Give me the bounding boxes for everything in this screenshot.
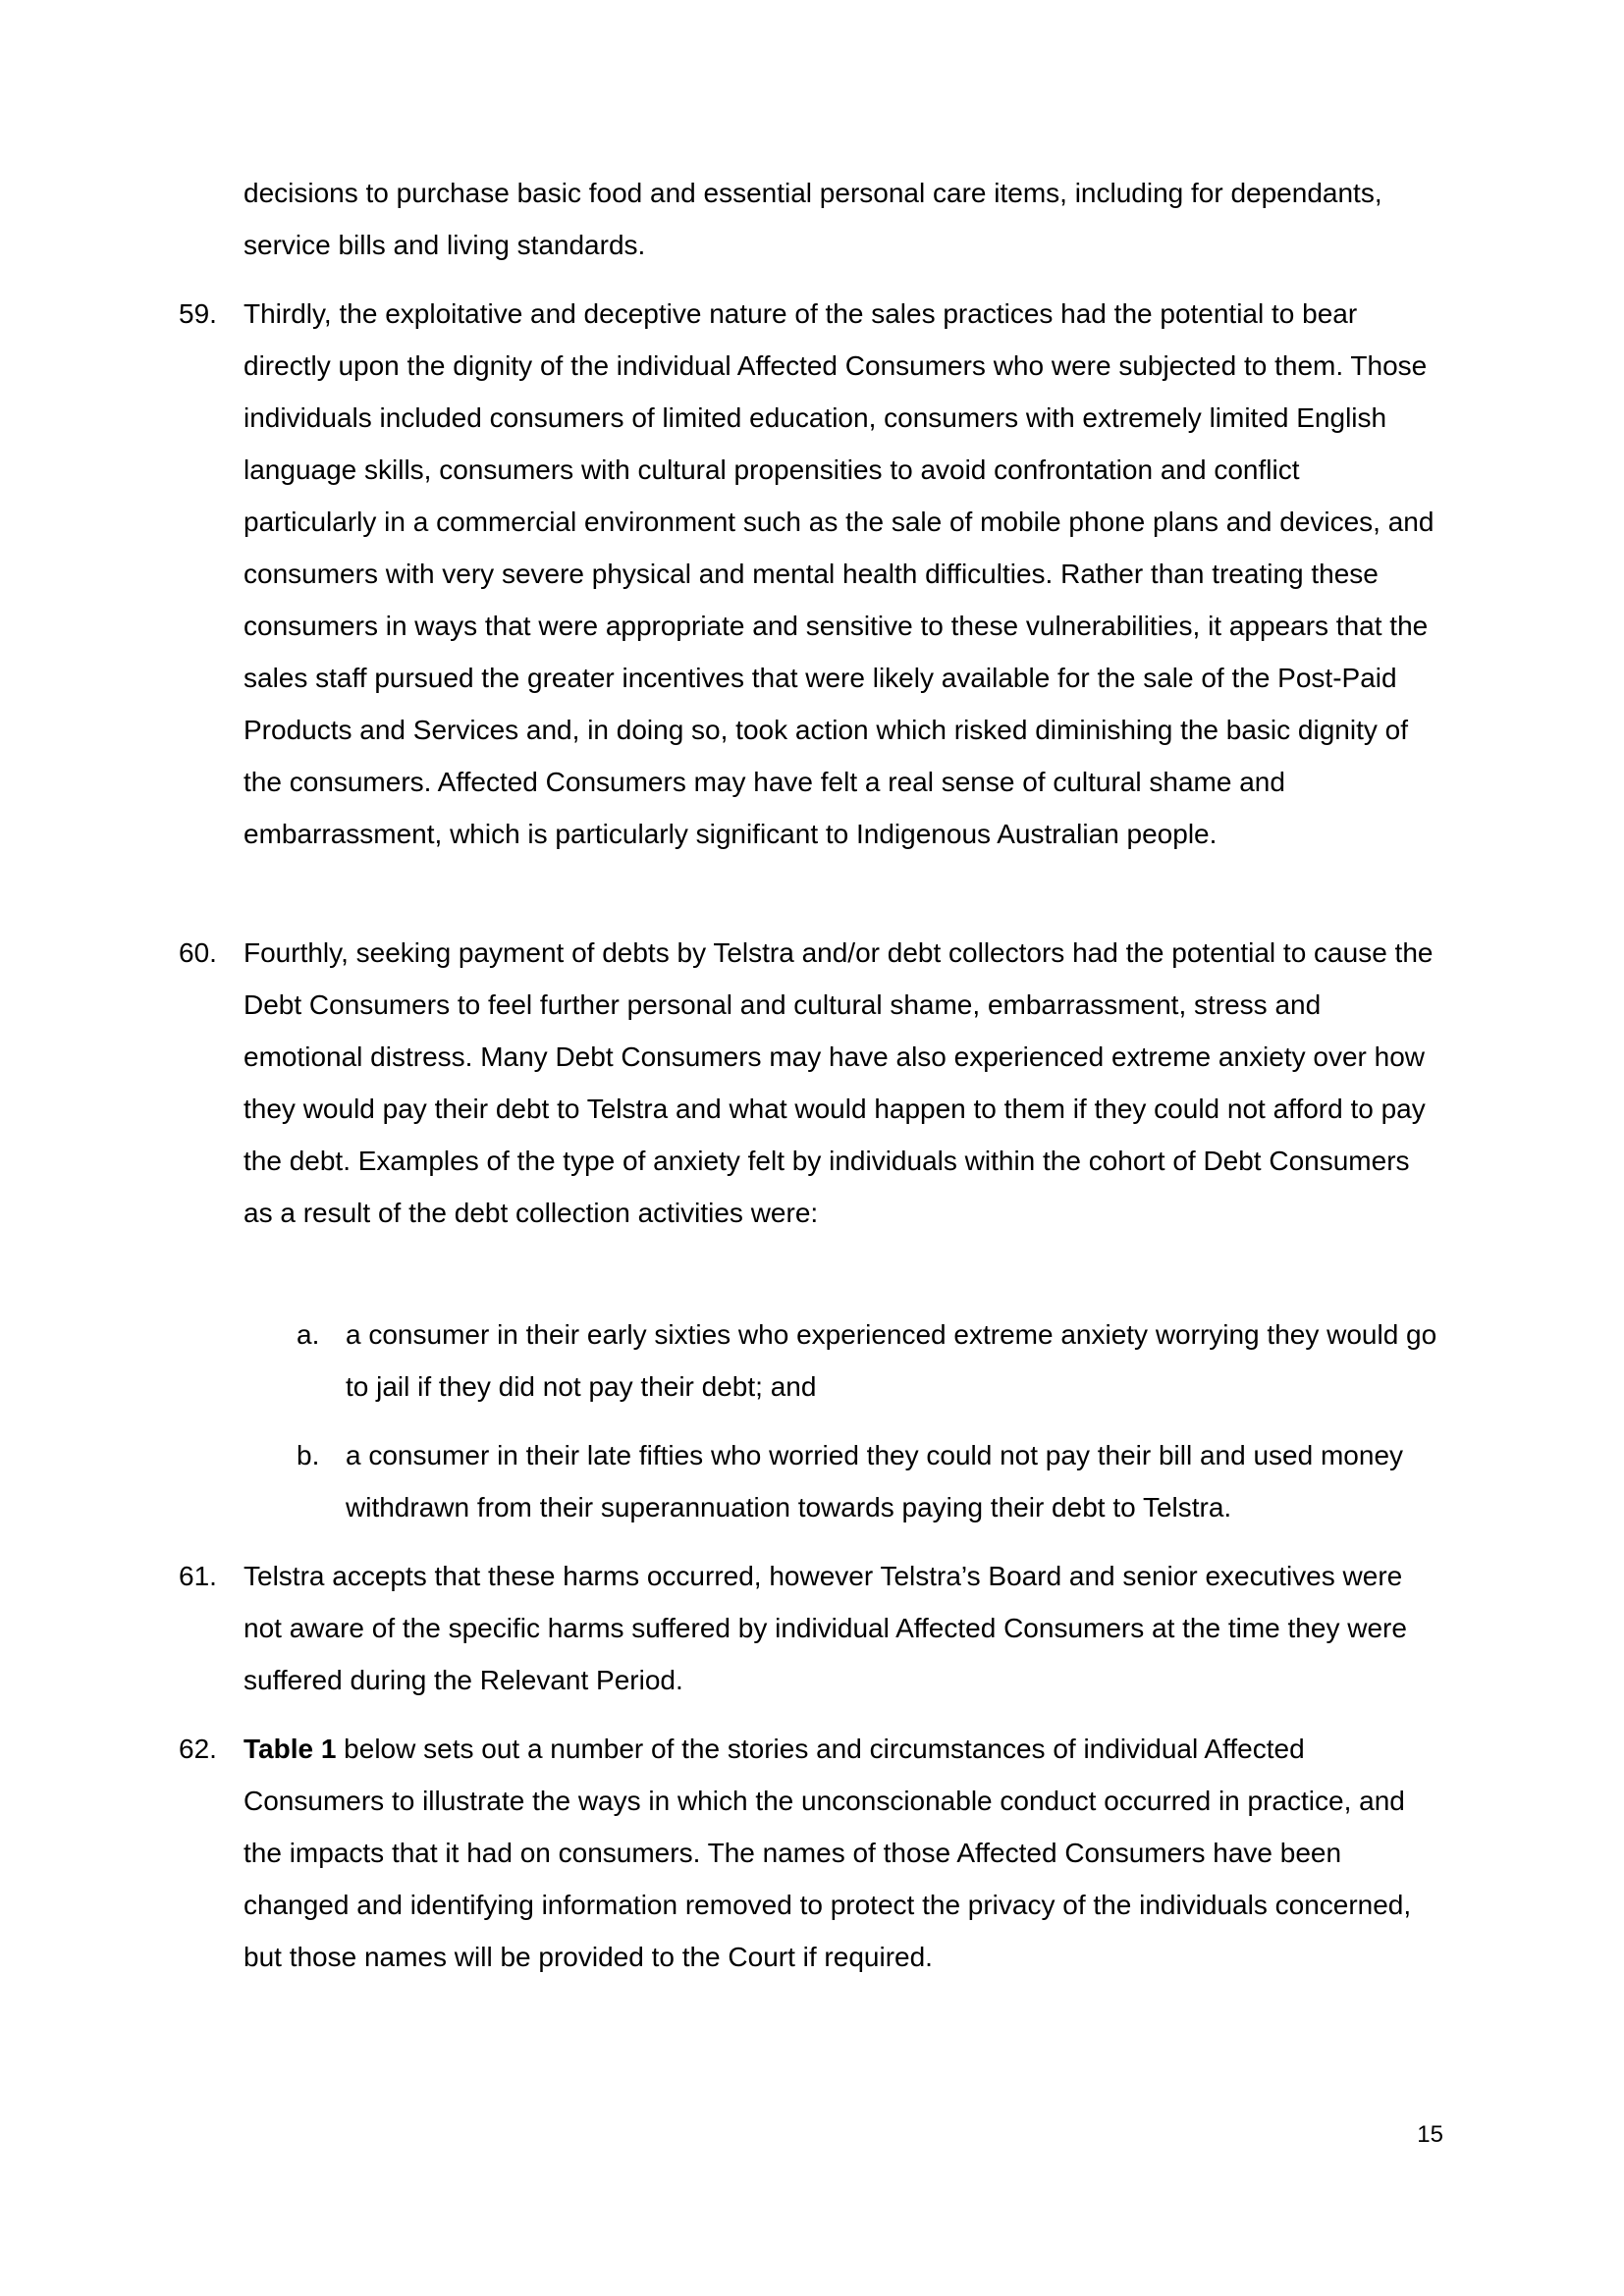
subitem-text: a consumer in their early sixties who experienced extreme anxiety worrying they would go to jail if they did not pay their debt; and xyxy=(346,1319,1437,1402)
subitem-b xyxy=(297,1429,1445,1533)
paragraph-continuation xyxy=(244,167,1436,271)
paragraph-61 xyxy=(179,1550,1436,1706)
subitem-label: a. xyxy=(297,1319,320,1350)
paragraph-text: Fourthly, seeking payment of debts by Telstra and/or debt collectors had the potential to cause the Debt Consumers to feel further personal and cultural shame, embarrassment, stress and emotional distress. Many Debt Consumers may have also experienced extreme anxiety over how they would pay their debt to Telstra and what would happen to them if they could not afford to pay the debt. Examples of the type of anxiety felt by individuals within the cohort of Debt Consumers as a result of the debt collection activities were: xyxy=(244,937,1434,1228)
paragraph-text: Thirdly, the exploitative and deceptive nature of the sales practices had the potential to bear directly upon the dignity of the individual Affected Consumers who were subjected to them. Those individuals included consumers of limited education, consumers with extremely limited English language skills, consumers with cultural propensities to avoid confrontation and conflict particularly in a commercial environment such as the sale of mobile phone plans and devices, and consumers with very severe physical and mental health difficulties. Rather than treating these consumers in ways that were appropriate and sensitive to these vulnerabilities, it appears that the sales staff pursued the greater incentives that were likely available for the sale of the Post-Paid Products and Services and, in doing so, took action which risked diminishing the basic dignity of the consumers. Affected Consumers may have felt a real sense of cultural shame and embarrassment, which is particularly significant to Indigenous Australian people. xyxy=(244,298,1435,849)
paragraph-number: 60. xyxy=(179,937,217,968)
paragraph-text: Telstra accepts that these harms occurred, however Telstra’s Board and senior executives were not aware of the specific harms suffered by individual Affected Consumers at the time they were suffered during the Relevant Period. xyxy=(244,1561,1407,1695)
paragraph-number: 62. xyxy=(179,1734,217,1764)
paragraph-59 xyxy=(179,288,1436,860)
paragraph-number: 61. xyxy=(179,1561,217,1591)
page-number: 15 xyxy=(1417,2121,1443,2148)
paragraph-text: below sets out a number of the stories and circumstances of individual Affected Consumers to illustrate the ways in which the unconscionable conduct occurred in practice, and the impacts that it had on consumers. The names of those Affected Consumers have been changed and identifying information removed to protect the privacy of the individuals concerned, but those names will be provided to the Court if required. xyxy=(244,1734,1412,1972)
paragraph-number: 59. xyxy=(179,298,217,329)
paragraph-60 xyxy=(179,927,1436,1239)
subitem-label: b. xyxy=(297,1440,320,1470)
paragraph-text: decisions to purchase basic food and essential personal care items, including for dependants, service bills and living standards. xyxy=(244,178,1382,260)
paragraph-62 xyxy=(179,1723,1436,1983)
table-reference: Table 1 xyxy=(244,1734,337,1764)
subitem-a xyxy=(297,1308,1445,1413)
subitem-text: a consumer in their late fifties who worried they could not pay their bill and used money withdrawn from their superannuation towards paying their debt to Telstra. xyxy=(346,1440,1404,1522)
